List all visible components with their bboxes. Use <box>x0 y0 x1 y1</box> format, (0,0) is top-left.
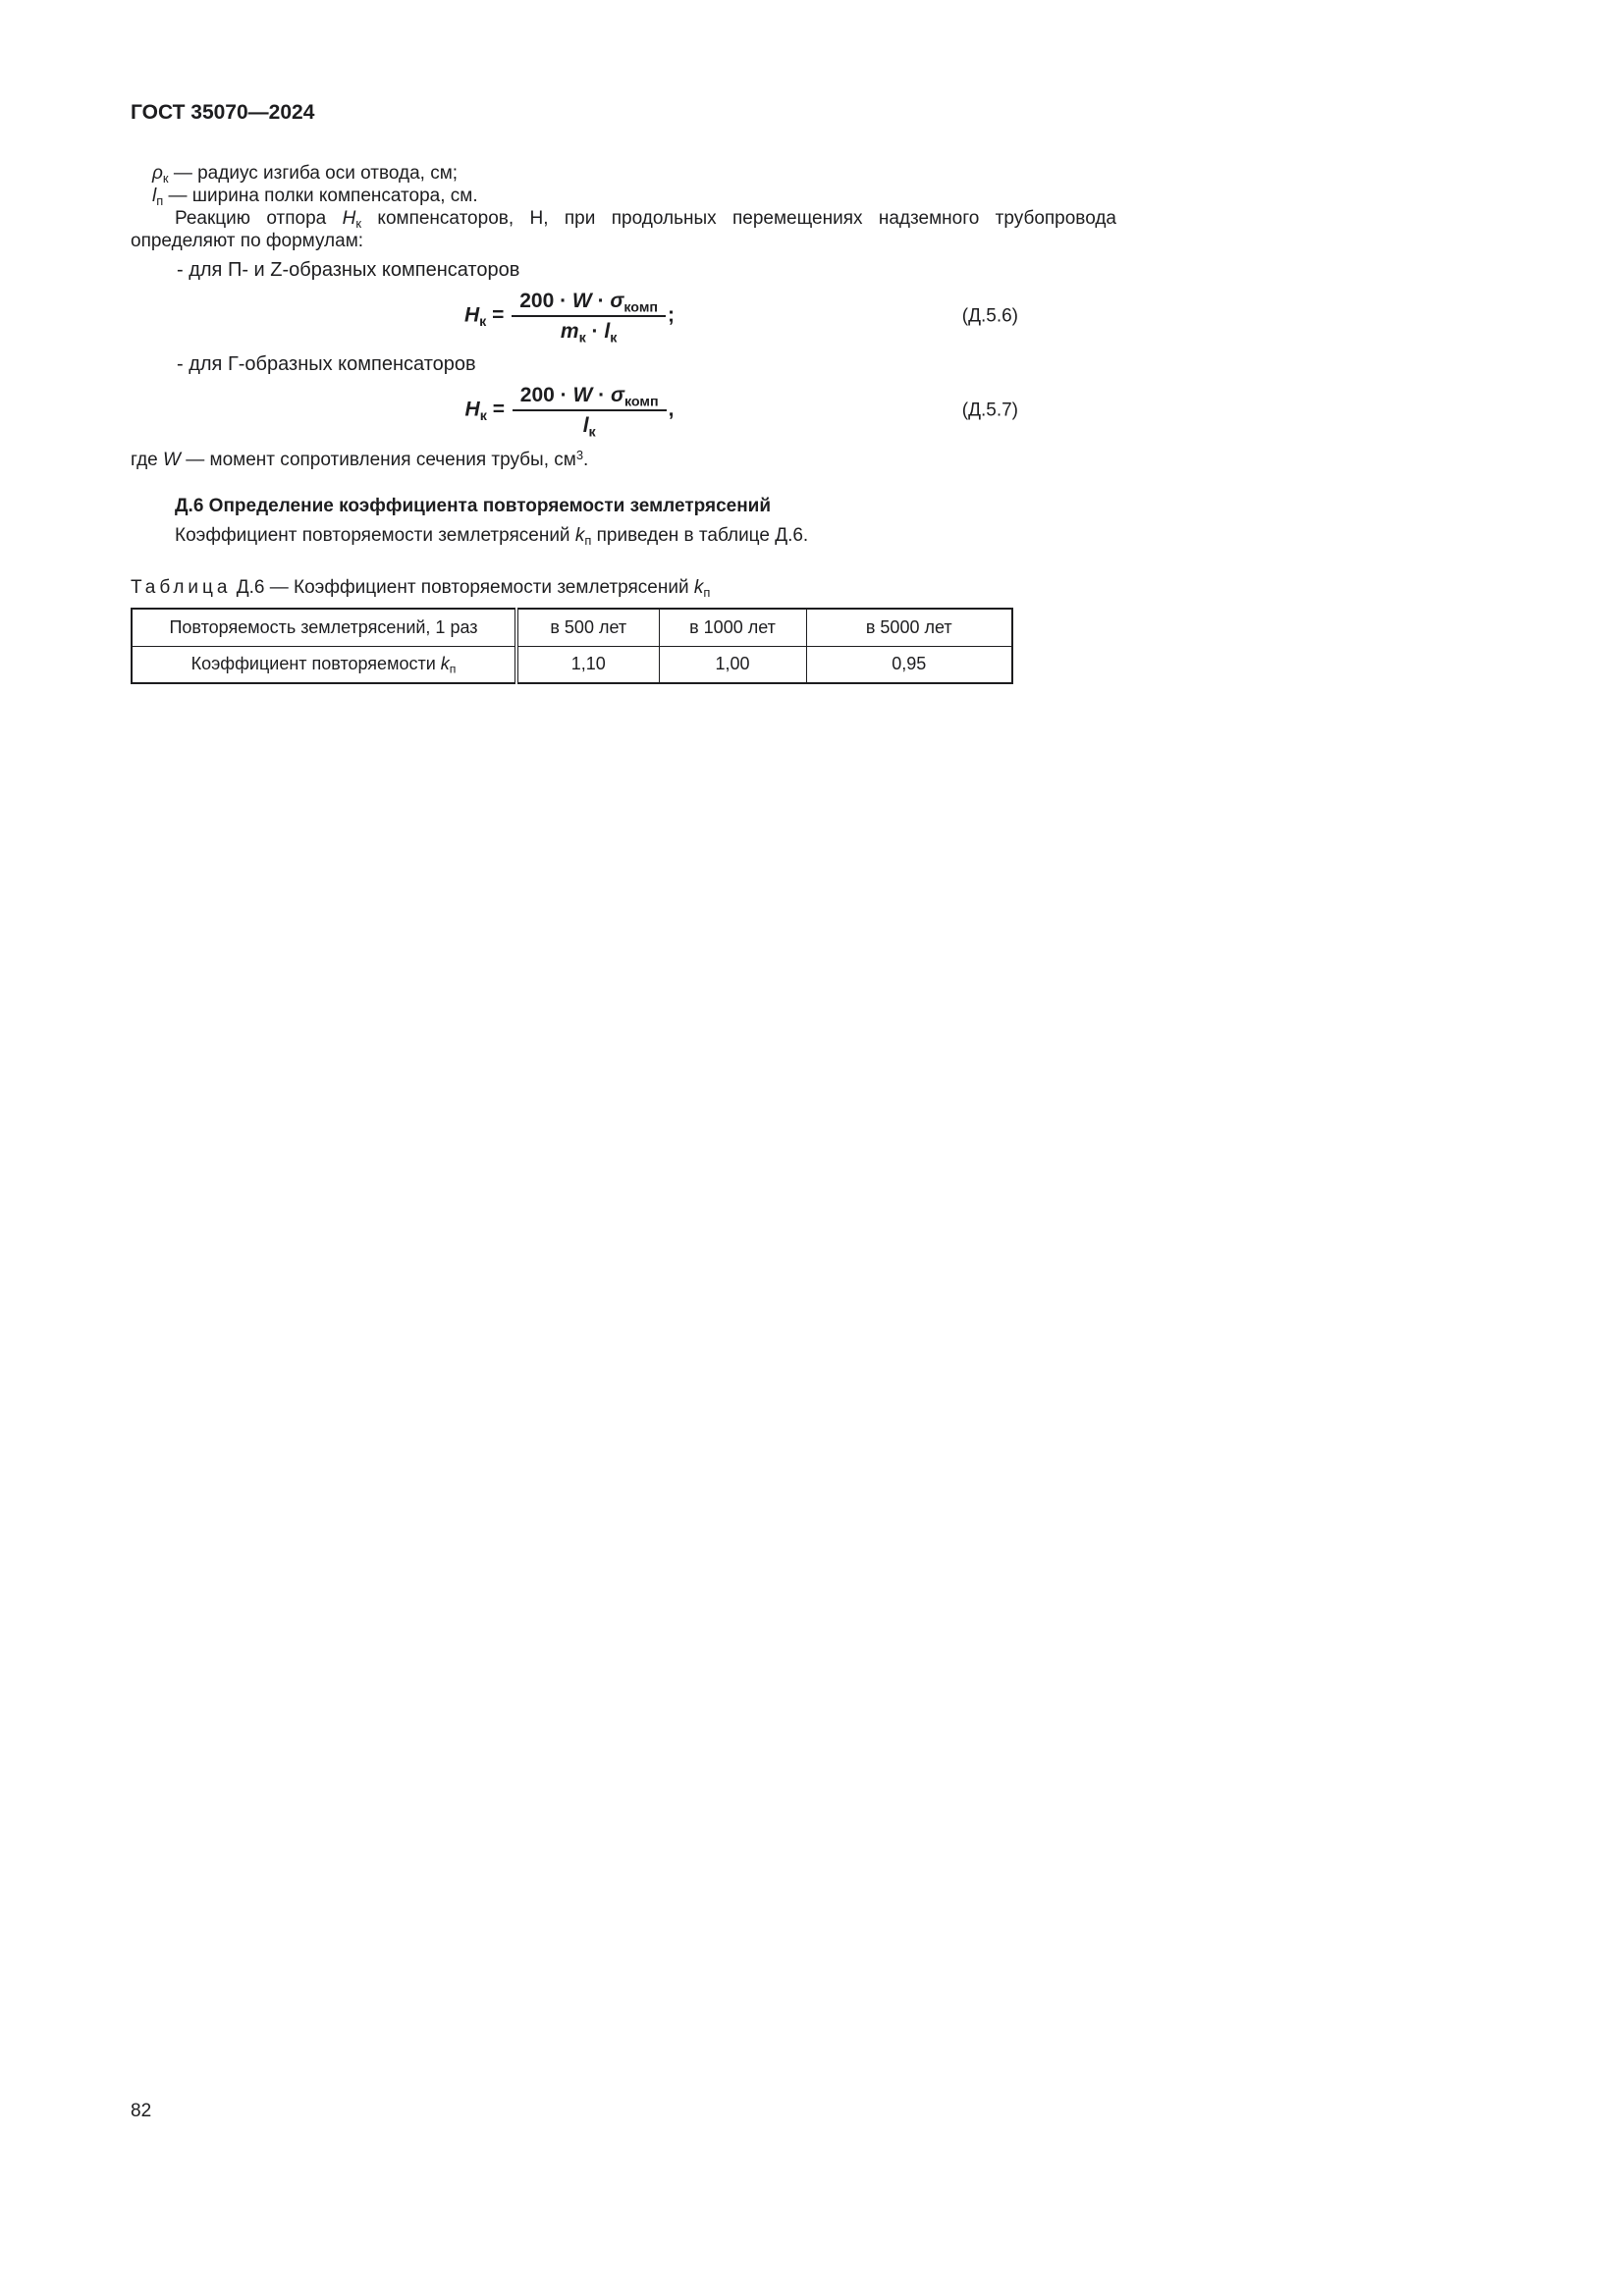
definition-line-rho <box>131 162 1116 185</box>
table-cell-5000-years: в 5000 лет <box>806 609 1012 646</box>
formula-lhs-sub: к <box>479 407 487 424</box>
list-item-pz-compensators: - для П- и Z-образных компенсаторов <box>177 259 520 281</box>
formula-lhs: H <box>464 398 480 421</box>
rho-symbol: ρ <box>152 163 163 184</box>
sigma-subscript: комп <box>623 394 659 410</box>
numerator-coefficient: 200 · <box>519 384 573 406</box>
standard-number: ГОСТ 35070—2024 <box>131 101 315 124</box>
formula-lhs-sub: к <box>479 313 487 330</box>
formula-lhs: H <box>463 303 480 327</box>
page-number: 82 <box>131 2101 152 2121</box>
table-caption <box>131 576 1116 599</box>
fraction-numerator <box>513 384 667 411</box>
k-symbol: k <box>693 577 704 598</box>
list-item-g-compensators: - для Г-образных компенсаторов <box>177 353 476 375</box>
formula-row-d56 <box>131 286 1116 347</box>
section-heading-d6: Д.6 Определение коэффициента повторяемости землетрясений <box>175 496 772 516</box>
k-subscript: п <box>703 584 711 600</box>
where-note <box>131 449 1116 471</box>
cubed-superscript: 3 <box>575 448 584 463</box>
sigma-symbol: σ <box>611 384 624 406</box>
dot-operator: · <box>585 320 605 343</box>
m-symbol: m <box>560 320 579 343</box>
definition-text: — ширина полки компенсатора, см. <box>163 186 478 206</box>
numerator-coefficient: 200 · <box>519 290 572 312</box>
equals-sign: = <box>486 398 511 421</box>
definition-line-l <box>131 185 1116 207</box>
h-subscript: к <box>355 215 362 231</box>
dot-operator: · <box>592 384 611 406</box>
l-subscript: п <box>156 192 164 208</box>
coefficient-label-text: Коэффициент повторяемости <box>190 654 441 674</box>
where-text: — момент сопротивления сечения трубы, см <box>180 450 576 470</box>
table-cell-500-years: в 500 лет <box>516 609 659 646</box>
sigma-symbol: σ <box>610 290 624 312</box>
table-cell-recurrence-label: Повторяемость землетрясений, 1 раз <box>132 609 516 646</box>
table-cell-value-500: 1,10 <box>516 646 659 683</box>
fraction-denominator <box>512 317 666 347</box>
k-symbol: k <box>440 654 450 674</box>
section-text-start: Коэффициент повторяемости землетрясений <box>175 525 575 546</box>
intro-text-start: Реакцию отпора <box>175 208 343 229</box>
l-symbol: l <box>152 186 157 206</box>
sigma-subscript: комп <box>623 299 659 316</box>
page-content <box>131 101 1116 684</box>
table-header-row <box>132 609 1012 646</box>
table-d6 <box>131 608 1013 684</box>
w-symbol: W <box>163 450 181 470</box>
k-symbol: k <box>574 525 585 546</box>
fraction-denominator <box>513 411 667 441</box>
formula-number-d56: (Д.5.6) <box>961 305 1018 327</box>
where-period: . <box>583 450 589 470</box>
l-subscript: к <box>610 330 618 347</box>
h-symbol: H <box>342 208 356 229</box>
formula-row-d57 <box>131 380 1116 441</box>
table-cell-value-1000: 1,00 <box>659 646 806 683</box>
where-word: где <box>131 450 164 470</box>
w-symbol: W <box>572 384 593 406</box>
k-subscript: п <box>449 662 457 676</box>
rho-subscript: к <box>162 170 169 186</box>
intro-text-end: компенсаторов, Н, при продольных перемещениях надземного трубопровода определяют по формулам: <box>131 208 1116 251</box>
m-subscript: к <box>578 330 586 347</box>
formula-d56 <box>463 290 676 347</box>
w-symbol: W <box>571 290 592 312</box>
formula-punctuation: ; <box>668 303 676 327</box>
table-cell-1000-years: в 1000 лет <box>659 609 806 646</box>
l-subscript: к <box>588 424 596 441</box>
dot-operator: · <box>591 290 611 312</box>
fraction-numerator <box>512 290 666 317</box>
section-text-end: приведен в таблице Д.6. <box>591 525 809 546</box>
formula-punctuation: , <box>668 398 675 421</box>
l-symbol: l <box>582 414 589 437</box>
section-paragraph <box>131 524 1116 547</box>
definition-text: — радиус изгиба оси отвода, см; <box>168 163 459 184</box>
formula-number-d57: (Д.5.7) <box>961 400 1018 421</box>
table-cell-value-5000: 0,95 <box>806 646 1012 683</box>
caption-word: Таблица <box>131 577 232 598</box>
caption-text: Д.6 — Коэффициент повторяемости землетрясений <box>231 577 694 598</box>
fraction <box>513 384 667 441</box>
fraction <box>512 290 666 347</box>
l-symbol: l <box>604 320 611 343</box>
intro-paragraph <box>131 207 1116 252</box>
equals-sign: = <box>486 303 511 327</box>
table-cell-coefficient-label <box>132 646 516 683</box>
k-subscript: п <box>584 532 592 548</box>
formula-d57 <box>464 384 675 441</box>
table-data-row <box>132 646 1012 683</box>
